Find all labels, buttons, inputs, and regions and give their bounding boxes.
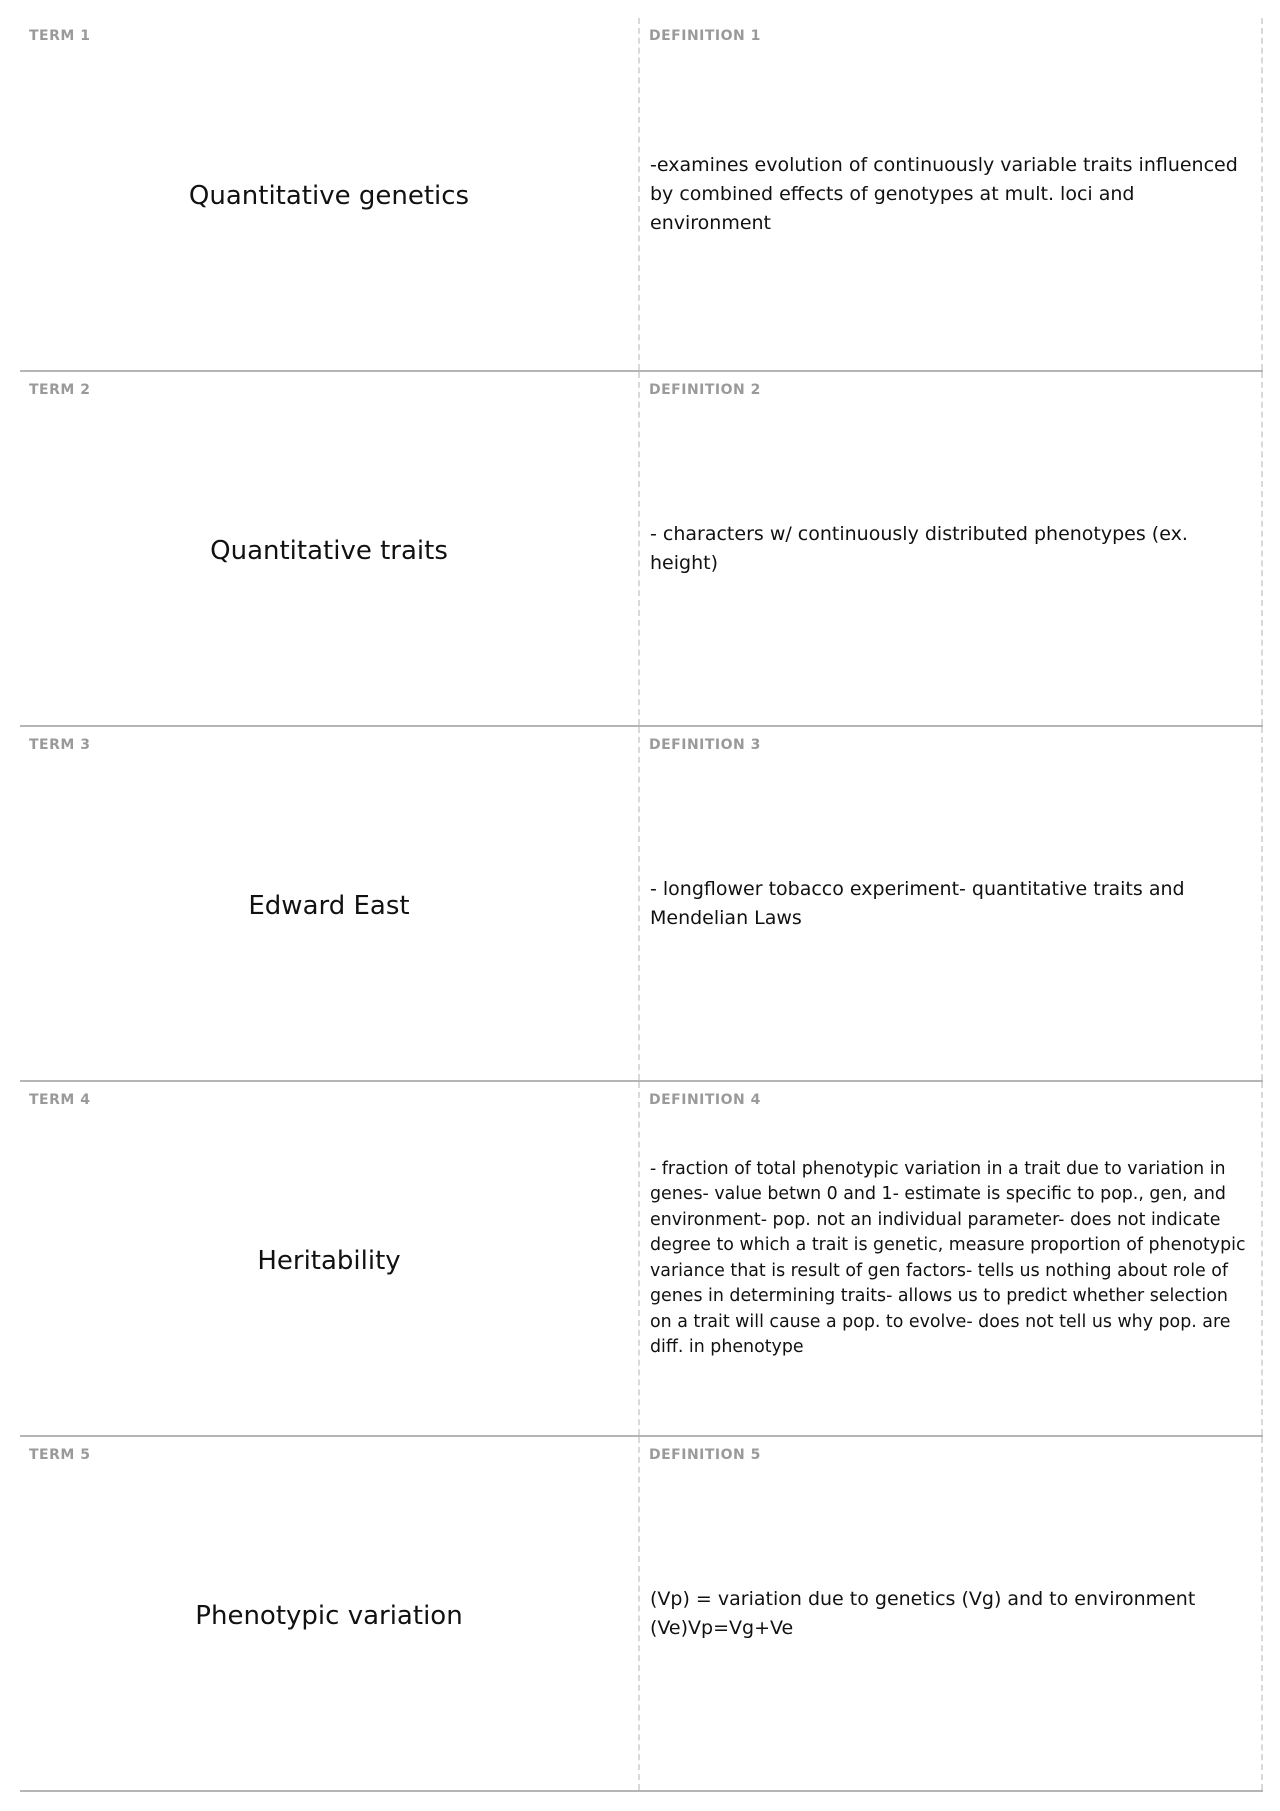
definition-text: - fraction of total phenotypic variation in a trait due to variation in genes- value betwn 0 and 1- estimate is specific to pop., gen, and environment- pop. not an individual parameter- does not indicate degree to which a trait is genetic, measure proportion of phenotypic variance that is result of gen factors- tells us nothing about role of genes in determining traits- allows us to predict whether selection on a trait will cause a pop. to evolve- does not tell us why pop. are diff. in phenotype [650,1158,1246,1357]
definition-label: DEFINITION 3 [649,737,761,753]
term-cell [20,1082,640,1435]
definition-text: (Vp) = variation due to genetics (Vg) and to environment (Ve)Vp=Vg+Ve [650,1587,1196,1639]
flashcard-row [20,18,1263,372]
definition-label: DEFINITION 4 [649,1092,761,1108]
term-text: Quantitative traits [210,535,448,566]
term-cell [20,18,640,370]
definition-text: - longflower tobacco experiment- quantitative traits and Mendelian Laws [650,877,1185,929]
term-text: Phenotypic variation [195,1600,463,1631]
term-text: Edward East [248,890,410,921]
term-cell [20,727,640,1080]
flashcard-row [20,1437,1263,1792]
term-text: Quantitative genetics [188,181,470,211]
definition-cell [640,727,1263,1080]
term-label: TERM 1 [29,28,91,44]
flashcard-row [20,727,1263,1082]
definition-cell [640,18,1263,370]
definition-cell [640,372,1263,725]
term-cell [20,1437,640,1790]
definition-cell [640,1082,1263,1435]
definition-label: DEFINITION 1 [649,28,761,44]
flashcard-row [20,1082,1263,1437]
definition-label: DEFINITION 2 [649,382,761,398]
flashcard-sheet [20,18,1263,1792]
term-label: TERM 3 [29,737,91,753]
term-label: TERM 5 [29,1447,91,1463]
definition-text: -examines evolution of continuously variable traits influenced by combined effects of genotypes at mult. loci and environment [650,153,1238,234]
term-text: Heritability [257,1245,401,1276]
term-cell [20,372,640,725]
definition-text: - characters w/ continuously distributed phenotypes (ex. height) [650,522,1188,574]
definition-label: DEFINITION 5 [649,1447,761,1463]
flashcard-row [20,372,1263,727]
definition-cell [640,1437,1263,1790]
term-label: TERM 2 [29,382,91,398]
term-label: TERM 4 [29,1092,91,1108]
